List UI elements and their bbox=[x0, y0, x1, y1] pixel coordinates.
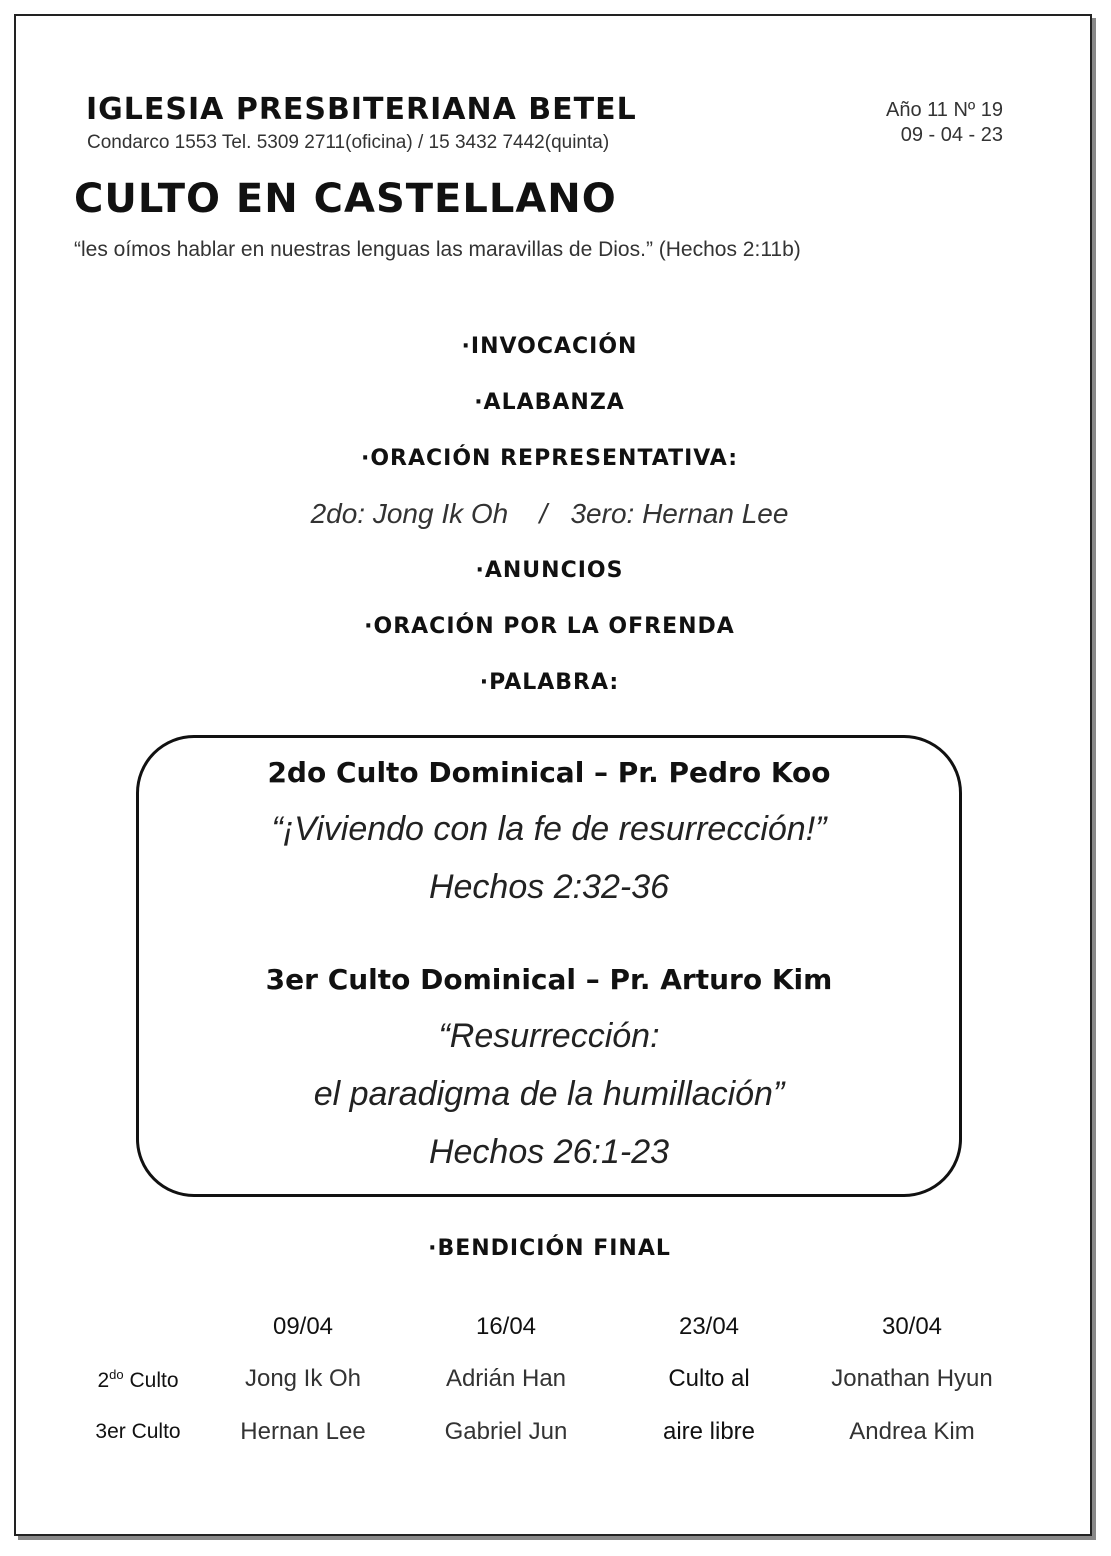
page-title: CULTO EN CASTELLANO bbox=[74, 176, 617, 222]
schedule-date: 23/04 bbox=[678, 1313, 740, 1340]
schedule-cell: Andrea Kim bbox=[849, 1418, 975, 1445]
sermons-box bbox=[136, 735, 962, 1197]
order-ofrenda: ·ORACIÓN POR LA OFRENDA bbox=[364, 614, 735, 639]
sermon-1-title: “¡Viviendo con la fe de resurrección!” bbox=[271, 810, 827, 848]
sermon-2-reference: Hechos 26:1-23 bbox=[428, 1133, 670, 1171]
schedule-cell: Jonathan Hyun bbox=[831, 1365, 993, 1392]
schedule-date: 30/04 bbox=[881, 1313, 943, 1340]
sermon-1-heading: 2do Culto Dominical – Pr. Pedro Koo bbox=[267, 756, 831, 789]
bible-verse: “les oímos hablar en nuestras lenguas las maravillas de Dios.” (Hechos 2:11b) bbox=[74, 238, 801, 261]
order-invocacion: ·INVOCACIÓN bbox=[461, 334, 638, 359]
church-name: IGLESIA PRESBITERIANA BETEL bbox=[86, 92, 637, 127]
schedule-cell: Gabriel Jun bbox=[444, 1418, 568, 1445]
schedule-date: 16/04 bbox=[475, 1313, 537, 1340]
order-bendicion: ·BENDICIÓN FINAL bbox=[428, 1236, 671, 1261]
sermon-2-title-line2: el paradigma de la humillación” bbox=[313, 1075, 785, 1113]
schedule-cell: aire libre bbox=[662, 1418, 756, 1445]
order-anuncios: ·ANUNCIOS bbox=[475, 558, 624, 583]
order-alabanza: ·ALABANZA bbox=[474, 390, 625, 415]
issue-info bbox=[886, 98, 1003, 148]
schedule-date: 09/04 bbox=[272, 1313, 334, 1340]
order-oracion-detail: 2do: Jong Ik Oh / 3ero: Hernan Lee bbox=[310, 498, 789, 529]
schedule-row-label-2do: $2^{do}$ Culto bbox=[97, 1367, 179, 1392]
sermon-1-reference: Hechos 2:32-36 bbox=[428, 868, 670, 906]
schedule-cell: Culto al bbox=[668, 1365, 750, 1392]
schedule-cell: Adrián Han bbox=[445, 1365, 567, 1392]
sermon-2-heading: 3er Culto Dominical – Pr. Arturo Kim bbox=[265, 963, 833, 996]
sermon-2-title-line1: “Resurrección: bbox=[438, 1017, 660, 1055]
church-address: Condarco 1553 Tel. 5309 2711(oficina) / 15 3432 7442(quinta) bbox=[87, 132, 610, 153]
schedule-cell: Jong Ik Oh bbox=[244, 1365, 362, 1392]
schedule-cell: Hernan Lee bbox=[240, 1418, 366, 1445]
order-palabra: ·PALABRA: bbox=[479, 670, 620, 695]
schedule-row-label-3er: 3er Culto bbox=[95, 1420, 181, 1443]
order-oracion: ·ORACIÓN REPRESENTATIVA: bbox=[360, 446, 739, 471]
issue-number: Año 11 Nº 19 bbox=[885, 99, 1003, 121]
issue-date: 09 - 04 - 23 bbox=[900, 124, 1003, 146]
